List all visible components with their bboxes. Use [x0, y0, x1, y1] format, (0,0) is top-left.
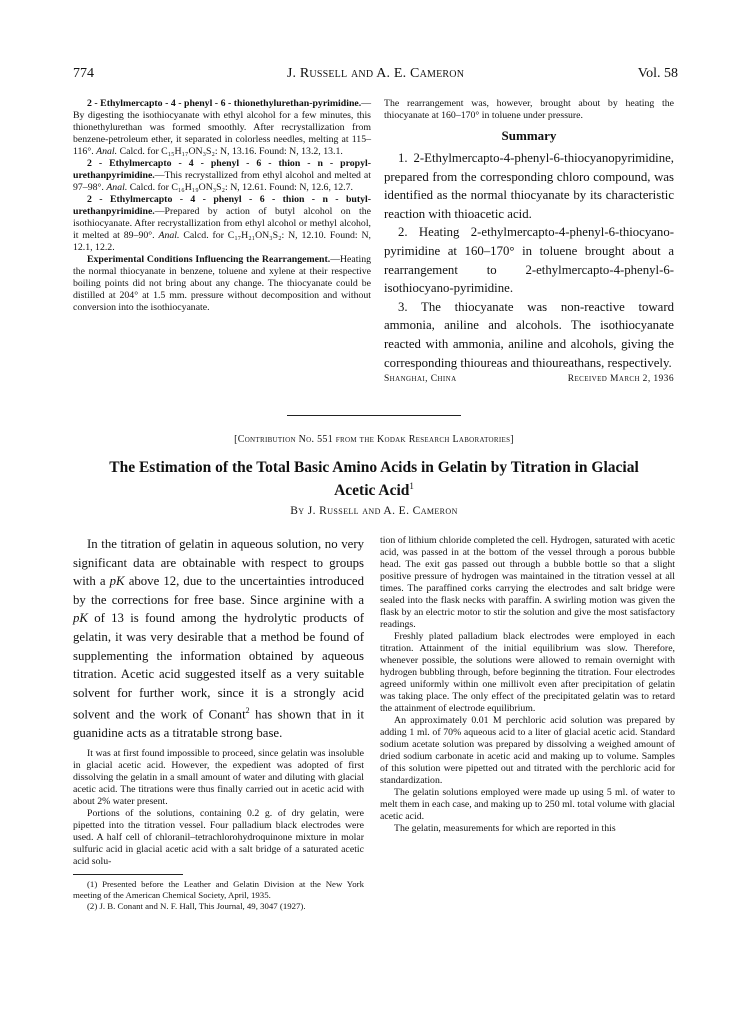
location: Shanghai, China — [384, 374, 457, 385]
summary-item: 2. Heating 2-ethylmercapto-4-phenyl-6-thiocyano-pyrimidine at 160–170° in toluene brought about a rearrangement to 2-ethylmercapto-4-phenyl-6-isothiocyano-pyrimidine. — [384, 225, 674, 296]
compound-paragraph: 2 - Ethylmercapto - 4 - phenyl - 6 - thion - n - butyl-urethanpyrimidine.—Prepared by action of butyl alcohol on the isothiocyanate. After recrystallization from ethyl alcohol or methyl alcohol, it melted at 89–90°. Anal. Calcd. for C₁₇H₂₁ON₃S₂: N, 12.10. Found: N, 12.1, 12.2. — [73, 194, 371, 253]
body-paragraph: The gelatin solutions employed were made up using 5 ml. of water to melt them in each case, and making up to 250 ml. total volume with glacial acetic acid. — [380, 787, 675, 822]
prev-article-right-column — [384, 98, 674, 388]
article-right-column — [380, 535, 675, 835]
footnote: (1) Presented before the Leather and Gelatin Division at the New York meeting of the American Chemical Society, April, 1935. — [73, 878, 364, 900]
summary-heading: Summary — [501, 128, 557, 143]
compound-paragraph: 2 - Ethylmercapto - 4 - phenyl - 6 - thionethylurethan-pyrimidine.—By digesting the isothiocyanate with ethyl alcohol for a few minutes, this thionethylurethan was formed smoothly. After recrystallization from benzene-petroleum ether, it separated in colorless needles, melting at 115–116°. Anal. Calcd. for C₁₅H₁₇ON₃S₂: N, 13.16. Found: N, 13.2, 13.1. — [73, 98, 371, 157]
volume-label: Vol. 58 — [637, 66, 678, 81]
signature-line — [384, 374, 674, 388]
article-left-column — [73, 535, 364, 912]
body-paragraph: tion of lithium chloride completed the cell. Hydrogen, saturated with acetic acid, was passed in at the bottom of the vessel through a porous bubble head. The exit gas passed out through a bubble bottle so that a slight positive pressure of hydrogen was maintained in the titration vessel at all times. The paraffined corks carrying the electrodes and salt bridge were sealed into the flask necks with paraffin. A swirling motion was given the flask by an electric motor to stir the solution and give the most satisfactory readings. — [380, 535, 675, 630]
page-header — [73, 66, 678, 84]
section-divider — [287, 415, 461, 416]
body-paragraph: An approximately 0.01 M perchloric acid solution was prepared by adding 1 ml. of 70% aqueous acid to a liter of glacial acetic acid. Standard sodium acetate solution was prepared by dissolving a weighed amount of dried sodium carbonate in acetic acid and making up to volume. Samples of this solution were pipetted out and titrated with the perchloric acid for standardization. — [380, 715, 675, 786]
summary-item: 1. 2-Ethylmercapto-4-phenyl-6-thiocyanopyrimidine, prepared from the corresponding chloro compound, was identified as the normal thiocyanate by its characteristic reaction with thioacetic acid. — [384, 151, 674, 221]
conditions-paragraph: Experimental Conditions Influencing the Rearrangement.—Heating the normal thiocyanate in benzene, toluene and xylene at their respective boiling points did not bring about any change. The thiocyanate could be distilled at 204° at 1.5 mm. pressure without decomposition and without conversion into the isothiocyanate. — [73, 254, 371, 313]
rearrangement-paragraph: The rearrangement was, however, brought about by heating the thiocyanate at 160–170° in toluene under pressure. — [384, 98, 674, 121]
page-number: 774 — [73, 66, 94, 81]
footnote-rule — [73, 874, 183, 875]
body-paragraph: Freshly plated palladium black electrodes were employed in each titration. Attainment of the initial equilibrium was slow. Therefore, whenever possible, the solutions were allowed to remain overnight with hydrogen bubbling through, before beginning the titration. Four electrodes agreed uniformly within one millivolt even after precipitation of gelatin was taking place. The only effect of the precipitated gelatin was to retard the attainment of electrode equilibrium. — [380, 631, 675, 714]
footnote: (2) J. B. Conant and N. F. Hall, This Journal, 49, 3047 (1927). — [87, 900, 306, 911]
byline: By J. Russell and A. E. Cameron — [290, 505, 458, 517]
contribution-line: [Contribution No. 551 from the Kodak Research Laboratories] — [234, 434, 514, 445]
compound-paragraph: 2 - Ethylmercapto - 4 - phenyl - 6 - thion - n - propyl-urethanpyrimidine.—This recrystallized from ethyl alcohol and melted at 97–98°. Anal. Calcd. for C₁₆H₁₉ON₃S₂: N, 12.61. Found: N, 12.6, 12.7. — [73, 158, 371, 193]
body-paragraph: The gelatin, measurements for which are reported in this — [394, 823, 616, 834]
intro-paragraph: In the titration of gelatin in aqueous solution, no very significant data are obtainable with respect to groups with a pK above 12, due to the uncertainties introduced by the corrections for free base. Since arginine with a pK of 13 is found among the hydrolytic products of gelatin, it was very desirable that a method be found of supplementing the information obtained by aqueous titration. Acetic acid suggested itself as a very suitable solvent for further work, since it is a strongly acid solvent and the work of Conant$^2$ has shown that in it guanidine acts as a titratable strong base. — [73, 537, 365, 741]
summary-item: 3. The thiocyanate was non-reactive toward ammonia, aniline and alcohols. The isothiocyanate reacted with ammonia, aniline and alcohols, giving the corresponding thioureas and thioureathans, respectively. — [384, 299, 674, 370]
article-title: The Estimation of the Total Basic Amino Acids in Gelatin by Titration in Glacial Acetic Acid$^1$ — [109, 459, 639, 500]
prev-article-left-column — [73, 98, 371, 314]
received-date: Received March 2, 1936 — [567, 374, 674, 385]
body-paragraph: It was at first found impossible to proceed, since gelatin was insoluble in glacial acetic acid. However, the expedient was adopted of first dissolving the gelatin in a small amount of water and diluting with glacial acetic acid. The titrations were thus finally carried out in acetic acid with about 2% water present. — [73, 747, 364, 807]
body-paragraph: Portions of the solutions, containing 0.2 g. of dry gelatin, were pipetted into the titration vessel. Four palladium black electrodes were used. A half cell of chloranil–tetrachlorohydroquinone mixture in molar sulfuric acid in glacial acetic acid with a salt bridge of a saturated acetic acid solu- — [73, 807, 364, 867]
running-title: J. Russell and A. E. Cameron — [286, 66, 465, 81]
